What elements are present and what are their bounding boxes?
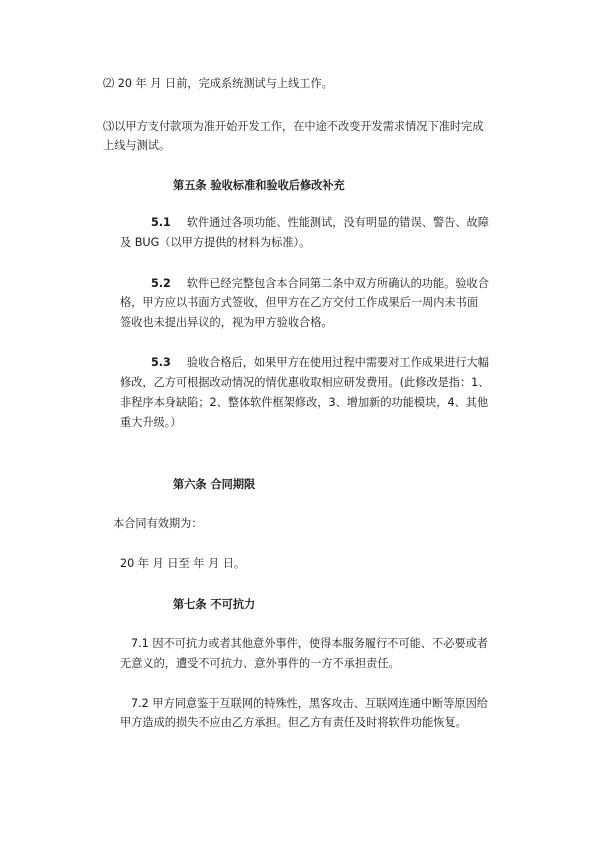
clause-7-1-line-2: 无意义的，遭受不可抗力、意外事件的一方不承担责任。 — [120, 657, 400, 670]
clause-5-1-line-2: 及 BUG（以甲方提供的材料为标准）。 — [120, 236, 311, 249]
clause-5-3-line-4: 重大升级。） — [120, 416, 182, 429]
contract-term-intro: 本合同有效期为： — [113, 517, 203, 530]
clause-5-3-number: 5.3 — [151, 356, 171, 369]
clause-5-2-line-2: 格，甲方应以书面方式签收，但甲方在乙方交付工作成果后一周内未书面 — [120, 296, 479, 309]
article-5-title: 第五条 验收标准和验收后修改补充 — [173, 179, 345, 192]
clause-2-text: ⑵ 20 年 月 日前，完成系统测试与上线工作。 — [103, 77, 333, 90]
clause-5-1-text: 软件通过各项功能、性能测试，没有明显的错误、警告、故障 — [186, 216, 489, 229]
clause-7-2-line-1: 7.2 甲方同意鉴于互联网的特殊性，黑客攻击、互联网连通中断等原因给 — [131, 697, 488, 710]
clause-5-2-line-1 — [151, 277, 489, 291]
clause-7-1-line-1: 7.1 因不可抗力或者其他意外事件，使得本服务履行不可能、不必要或者 — [131, 637, 488, 650]
clause-3-line-2: 上线与测试。 — [103, 139, 171, 152]
clause-5-3-line-2: 修改，乙方可根据改动情况的情优惠收取相应研发费用。(此修改是指：1、 — [120, 376, 490, 389]
article-6-title: 第六条 合同期限 — [173, 478, 256, 491]
clause-5-2-number: 5.2 — [151, 277, 171, 290]
clause-3-line-1: ⑶以甲方支付款项为准开始开发工作，在中途不改变开发需求情况下准时完成 — [103, 120, 484, 133]
clause-5-2-text: 软件已经完整包含本合同第二条中双方所确认的功能。验收合 — [186, 277, 489, 290]
clause-5-3-line-3: 非程序本身缺陷；2、整体软件框架修改，3、增加新的功能模块，4、其他 — [120, 396, 489, 409]
clause-5-1-line-1 — [151, 216, 489, 230]
contract-term-period: 20 年 月 日至 年 月 日。 — [120, 557, 246, 570]
clause-7-2-line-2: 甲方造成的损失不应由乙方承担。但乙方有责任及时将软件功能恢复。 — [120, 716, 467, 729]
article-7-title: 第七条 不可抗力 — [173, 598, 256, 611]
clause-5-2-line-3: 签收也未提出异议的，视为甲方验收合格。 — [120, 316, 333, 329]
clause-5-1-number: 5.1 — [151, 216, 171, 229]
clause-5-3-text: 验收合格后，如果甲方在使用过程中需要对工作成果进行大幅 — [186, 356, 489, 369]
clause-5-3-line-1 — [151, 356, 489, 370]
